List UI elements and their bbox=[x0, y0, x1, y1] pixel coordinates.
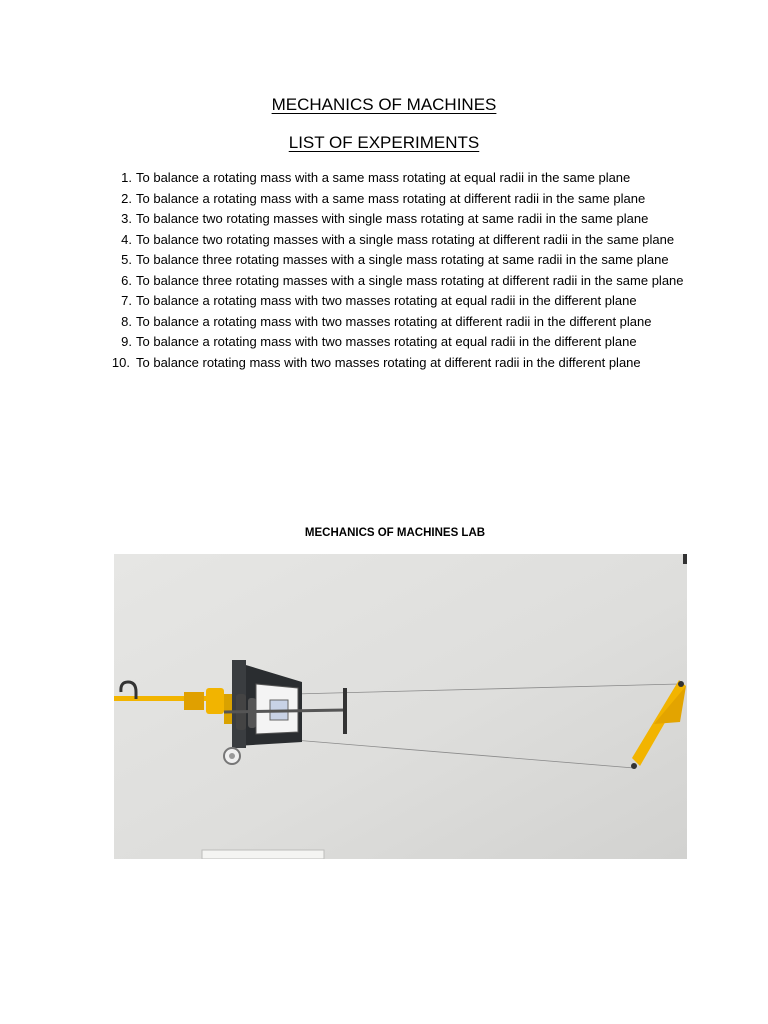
bracket-pin bbox=[678, 681, 684, 687]
photo-edge bbox=[683, 554, 687, 564]
list-item-text: To balance a rotating mass with two masses rotating at equal radii in the different plane bbox=[136, 293, 637, 308]
bracket-pin bbox=[631, 763, 637, 769]
list-item-number: 7. bbox=[121, 293, 132, 308]
lab-apparatus-photo bbox=[114, 554, 687, 859]
wall-fixture bbox=[202, 850, 324, 859]
list-item-number: 3. bbox=[121, 211, 132, 226]
list-item bbox=[108, 189, 688, 210]
list-item-number: 4. bbox=[121, 231, 132, 247]
list-item-number: 2. bbox=[121, 190, 132, 206]
list-item-text: To balance rotating mass with two masses rotating at different radii in the different plane bbox=[136, 354, 641, 370]
shaft bbox=[224, 710, 346, 712]
list-item bbox=[108, 168, 688, 189]
list-item-number: 8. bbox=[121, 313, 132, 329]
list-item-number: 10. bbox=[111, 354, 130, 370]
list-item-text: To balance a rotating mass with two masses rotating at equal radii in the different plane bbox=[136, 334, 637, 349]
document-subtitle: LIST OF EXPERIMENTS bbox=[288, 133, 480, 152]
list-item-text: To balance two rotating masses with single mass rotating at same radii in the same plane bbox=[136, 211, 649, 226]
coupling bbox=[184, 692, 204, 710]
list-item bbox=[108, 250, 688, 271]
coupling bbox=[206, 688, 224, 714]
list-item-text: To balance a rotating mass with a same mass rotating at different radii in the same plane bbox=[136, 190, 646, 206]
list-item-text: To balance a rotating mass with a same mass rotating at equal radii in the same plane bbox=[136, 170, 631, 185]
experiment-list bbox=[108, 168, 688, 373]
list-item-number: 1. bbox=[121, 170, 132, 185]
list-item bbox=[108, 332, 688, 353]
list-item bbox=[108, 291, 688, 312]
list-item bbox=[108, 271, 688, 292]
list-item-text: To balance a rotating mass with two masses rotating at different radii in the different plane bbox=[136, 313, 652, 329]
list-item bbox=[108, 353, 688, 374]
wheel-hub bbox=[229, 753, 235, 759]
list-item-text: To balance three rotating masses with a single mass rotating at different radii in the same plane bbox=[136, 272, 684, 288]
list-item-text: To balance three rotating masses with a single mass rotating at same radii in the same plane bbox=[136, 252, 669, 267]
list-item bbox=[108, 209, 688, 230]
list-item bbox=[108, 312, 688, 333]
document-title: MECHANICS OF MACHINES bbox=[271, 95, 497, 114]
pulley bbox=[224, 694, 232, 724]
list-item-text: To balance two rotating masses with a single mass rotating at different radii in the same plane bbox=[136, 231, 675, 247]
list-item-number: 5. bbox=[121, 252, 132, 267]
apparatus-illustration bbox=[114, 554, 687, 859]
photo-caption: MECHANICS OF MACHINES LAB bbox=[304, 527, 486, 539]
list-item-number: 9. bbox=[121, 334, 132, 349]
list-item bbox=[108, 230, 688, 251]
end-disc bbox=[343, 688, 347, 734]
list-item-number: 6. bbox=[121, 272, 132, 288]
